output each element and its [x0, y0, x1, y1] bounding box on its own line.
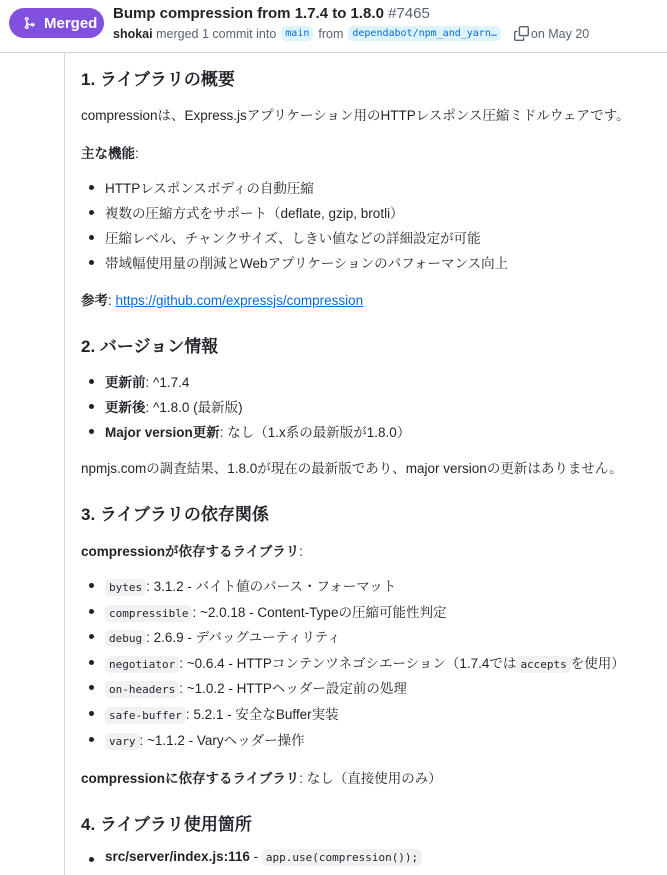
copy-icon[interactable]	[514, 26, 529, 41]
text-fragment: : なし（直接使用のみ）	[299, 771, 442, 786]
usage-list	[81, 849, 422, 874]
version-note: npmjs.comの調査結果、1.8.0が現在の最新版であり、major versionの更新はありません。	[81, 461, 623, 476]
text-fragment: Major version更新	[105, 425, 220, 440]
text-fragment: を使用）	[570, 655, 625, 671]
merge-date: on May 20	[530, 26, 590, 41]
list-item	[81, 652, 625, 678]
text-fragment: : ~2.0.18 - Content-Typeの圧縮可能性判定	[192, 604, 447, 620]
text-fragment: : なし（1.x系の最新版が1.8.0）	[219, 425, 411, 440]
code-usage: app.use(compression());	[262, 849, 422, 866]
text-fragment: : ^1.7.4	[145, 375, 190, 390]
list-item	[81, 421, 410, 446]
code-vary: vary	[105, 733, 140, 750]
features-label	[81, 142, 139, 162]
from-text: from	[318, 26, 344, 41]
section-heading-usage: 4. ライブラリ使用箇所	[81, 815, 252, 834]
list-item	[81, 729, 625, 755]
deps-label	[81, 540, 303, 560]
list-item: 帯域幅使用量の削減とWebアプリケーションのパフォーマンス向上	[81, 252, 508, 277]
text-fragment: :	[108, 293, 116, 308]
reference-line	[81, 289, 363, 309]
list-item	[81, 601, 625, 627]
text-fragment: -	[249, 849, 262, 864]
list-item: 複数の圧縮方式をサポート（deflate, gzip, brotli）	[81, 202, 508, 227]
text-fragment: : ~1.0.2 - HTTPヘッダー設定前の処理	[179, 681, 407, 697]
section-heading-version: 2. バージョン情報	[81, 337, 219, 356]
code-bytes: bytes	[105, 579, 146, 596]
merge-text: merged 1 commit into	[156, 26, 277, 41]
list-item	[81, 626, 625, 652]
timeline-line	[64, 53, 65, 875]
text-fragment: 更新前	[105, 375, 146, 390]
merge-icon	[23, 16, 37, 30]
code-debug: debug	[105, 630, 146, 647]
code-accepts: accepts	[516, 656, 570, 673]
code-compressible: compressible	[105, 605, 192, 622]
merged-badge	[9, 8, 104, 38]
text-fragment: compressionに依存するライブラリ	[81, 771, 300, 786]
deps-list	[81, 575, 625, 754]
text-fragment: : ~1.1.2 - Varyヘッダー操作	[139, 732, 305, 748]
base-branch[interactable]: main	[281, 26, 313, 41]
pr-number[interactable]: #7465	[388, 5, 430, 22]
merged-badge-label: Merged	[44, 14, 98, 32]
overview-text: compressionは、Express.jsアプリケーション用のHTTPレスポンス圧縮ミドルウェアです。	[81, 108, 630, 123]
text-fragment: compressionが依存するライブラリ	[81, 544, 300, 559]
list-item: 圧縮レベル、チャンクサイズ、しきい値などの詳細設定が可能	[81, 227, 508, 252]
pr-meta	[113, 26, 589, 41]
reference-label: 参考	[81, 293, 108, 308]
code-safe-buffer: safe-buffer	[105, 707, 186, 724]
pr-title-text: Bump compression from 1.7.4 to 1.8.0	[113, 5, 384, 22]
text-fragment: 更新後	[105, 400, 146, 415]
text-fragment: src/server/index.js:116	[105, 849, 250, 864]
text-fragment: 主な機能	[81, 146, 135, 161]
code-negotiator: negotiator	[105, 656, 179, 673]
version-list	[81, 371, 410, 446]
list-item: HTTPレスポンスボディの自動圧縮	[81, 177, 508, 202]
reference-link[interactable]: https://github.com/expressjs/compression	[115, 293, 364, 308]
pr-header	[0, 0, 667, 53]
text-fragment: : 5.2.1 - 安全なBuffer実装	[185, 706, 339, 722]
section-heading-dependencies: 3. ライブラリの依存関係	[81, 505, 269, 524]
section-heading-overview: 1. ライブラリの概要	[81, 70, 235, 89]
text-fragment: : 3.1.2 - バイト値のパース・フォーマット	[146, 579, 397, 594]
list-item	[81, 396, 410, 421]
text-fragment: : 2.6.9 - デバッグユーティリティ	[146, 630, 341, 646]
text-fragment: :	[135, 146, 139, 161]
code-on-headers: on-headers	[105, 681, 179, 698]
text-fragment: : ^1.8.0 (最新版)	[145, 400, 243, 415]
head-branch[interactable]: dependabot/npm_and_yarn…	[348, 26, 501, 41]
list-item	[81, 575, 625, 601]
list-item	[81, 371, 410, 396]
text-fragment: :	[299, 544, 303, 559]
pr-title	[113, 5, 430, 22]
text-fragment: : ~0.6.4 - HTTPコンテンツネゴシエーション（1.7.4では	[179, 655, 517, 671]
list-item	[81, 677, 625, 703]
list-item	[81, 849, 422, 874]
features-list	[81, 177, 508, 277]
reverse-deps	[81, 767, 442, 787]
list-item	[81, 703, 625, 729]
author-link[interactable]: shokai	[113, 26, 153, 41]
